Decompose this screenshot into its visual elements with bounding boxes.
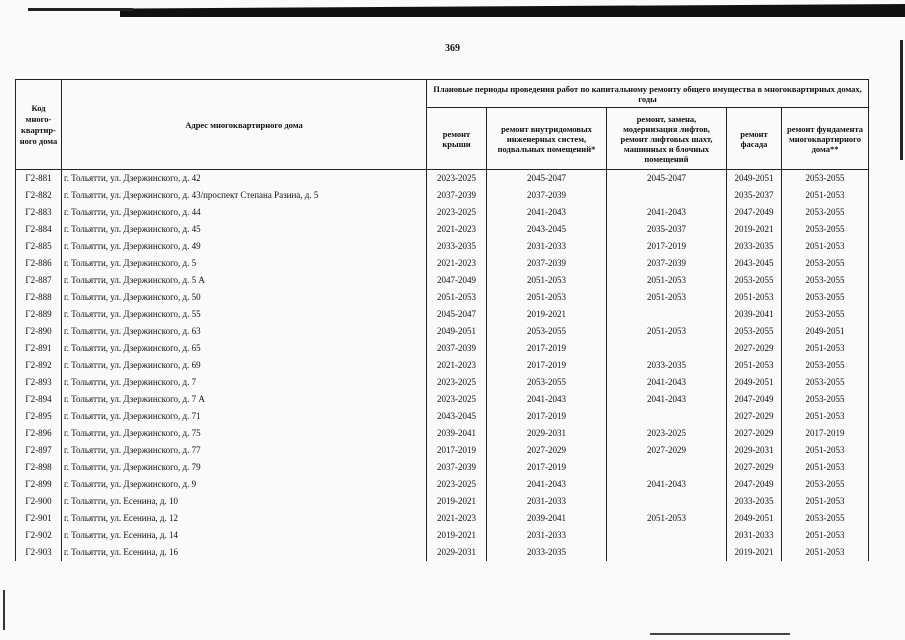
cell-foundation: 2017-2019 xyxy=(782,425,869,442)
scan-artifact-right-edge xyxy=(900,40,903,160)
cell-address: г. Тольятти, ул. Есенина, д. 12 xyxy=(62,510,427,527)
cell-facade: 2035-2037 xyxy=(727,187,782,204)
cell-facade: 2027-2029 xyxy=(727,340,782,357)
cell-address: г. Тольятти, ул. Дзержинского, д. 7 А xyxy=(62,391,427,408)
cell-roof: 2023-2025 xyxy=(427,374,487,391)
cell-engineering: 2037-2039 xyxy=(487,187,607,204)
cell-engineering: 2031-2033 xyxy=(487,238,607,255)
table-row xyxy=(16,459,869,476)
header-elevator: ремонт, замена, модернизация лифтов, ремонт лифтовых шахт, машинных и блочных помещений xyxy=(607,108,727,170)
cell-facade: 2051-2053 xyxy=(727,357,782,374)
table-row xyxy=(16,221,869,238)
cell-code: Г2-883 xyxy=(16,204,62,221)
cell-foundation: 2051-2053 xyxy=(782,493,869,510)
cell-code: Г2-888 xyxy=(16,289,62,306)
table-row xyxy=(16,204,869,221)
cell-code: Г2-884 xyxy=(16,221,62,238)
table-row xyxy=(16,306,869,323)
cell-foundation: 2053-2055 xyxy=(782,221,869,238)
cell-engineering: 2039-2041 xyxy=(487,510,607,527)
header-foundation: ремонт фундамента многоквартирного дома** xyxy=(782,108,869,170)
cell-facade: 2049-2051 xyxy=(727,510,782,527)
cell-address: г. Тольятти, ул. Дзержинского, д. 71 xyxy=(62,408,427,425)
cell-code: Г2-891 xyxy=(16,340,62,357)
cell-facade: 2029-2031 xyxy=(727,442,782,459)
cell-elevator: 2051-2053 xyxy=(607,289,727,306)
cell-code: Г2-896 xyxy=(16,425,62,442)
table-row xyxy=(16,442,869,459)
cell-engineering: 2017-2019 xyxy=(487,340,607,357)
cell-code: Г2-900 xyxy=(16,493,62,510)
cell-code: Г2-898 xyxy=(16,459,62,476)
cell-facade: 2047-2049 xyxy=(727,204,782,221)
cell-foundation: 2053-2055 xyxy=(782,357,869,374)
scan-artifact-left-edge xyxy=(3,590,5,630)
table-row xyxy=(16,340,869,357)
table-row xyxy=(16,476,869,493)
cell-engineering: 2041-2043 xyxy=(487,476,607,493)
cell-roof: 2023-2025 xyxy=(427,476,487,493)
cell-elevator xyxy=(607,459,727,476)
cell-facade: 2039-2041 xyxy=(727,306,782,323)
cell-code: Г2-881 xyxy=(16,170,62,188)
cell-engineering: 2045-2047 xyxy=(487,170,607,188)
cell-elevator xyxy=(607,340,727,357)
table-row xyxy=(16,289,869,306)
cell-roof: 2039-2041 xyxy=(427,425,487,442)
cell-elevator xyxy=(607,527,727,544)
cell-foundation: 2053-2055 xyxy=(782,289,869,306)
cell-roof: 2021-2023 xyxy=(427,357,487,374)
cell-roof: 2049-2051 xyxy=(427,323,487,340)
cell-roof: 2033-2035 xyxy=(427,238,487,255)
cell-code: Г2-901 xyxy=(16,510,62,527)
cell-roof: 2023-2025 xyxy=(427,170,487,188)
cell-code: Г2-889 xyxy=(16,306,62,323)
cell-elevator: 2051-2053 xyxy=(607,323,727,340)
cell-engineering: 2027-2029 xyxy=(487,442,607,459)
cell-foundation: 2051-2053 xyxy=(782,340,869,357)
cell-roof: 2029-2031 xyxy=(427,544,487,562)
cell-roof: 2037-2039 xyxy=(427,459,487,476)
cell-roof: 2023-2025 xyxy=(427,204,487,221)
capital-repair-table xyxy=(15,79,869,562)
cell-engineering: 2041-2043 xyxy=(487,204,607,221)
cell-foundation: 2051-2053 xyxy=(782,527,869,544)
cell-address: г. Тольятти, ул. Дзержинского, д. 7 xyxy=(62,374,427,391)
cell-address: г. Тольятти, ул. Дзержинского, д. 65 xyxy=(62,340,427,357)
cell-address: г. Тольятти, ул. Дзержинского, д. 63 xyxy=(62,323,427,340)
cell-foundation: 2051-2053 xyxy=(782,408,869,425)
cell-foundation: 2051-2053 xyxy=(782,238,869,255)
table-row xyxy=(16,408,869,425)
cell-roof: 2037-2039 xyxy=(427,187,487,204)
cell-code: Г2-882 xyxy=(16,187,62,204)
table-row xyxy=(16,391,869,408)
cell-facade: 2019-2021 xyxy=(727,544,782,562)
cell-foundation: 2053-2055 xyxy=(782,306,869,323)
cell-foundation: 2053-2055 xyxy=(782,272,869,289)
scan-artifact-left xyxy=(28,8,133,11)
cell-engineering: 2043-2045 xyxy=(487,221,607,238)
cell-address: г. Тольятти, ул. Дзержинского, д. 55 xyxy=(62,306,427,323)
header-code: Код много-квартир-ного дома xyxy=(16,80,62,170)
cell-elevator xyxy=(607,306,727,323)
cell-facade: 2031-2033 xyxy=(727,527,782,544)
cell-engineering: 2051-2053 xyxy=(487,289,607,306)
cell-code: Г2-899 xyxy=(16,476,62,493)
cell-address: г. Тольятти, ул. Дзержинского, д. 79 xyxy=(62,459,427,476)
cell-elevator: 2023-2025 xyxy=(607,425,727,442)
cell-facade: 2053-2055 xyxy=(727,272,782,289)
cell-address: г. Тольятти, ул. Дзержинского, д. 69 xyxy=(62,357,427,374)
table-row xyxy=(16,323,869,340)
cell-engineering: 2053-2055 xyxy=(487,374,607,391)
cell-facade: 2043-2045 xyxy=(727,255,782,272)
cell-address: г. Тольятти, ул. Дзержинского, д. 42 xyxy=(62,170,427,188)
cell-foundation: 2053-2055 xyxy=(782,374,869,391)
table-row xyxy=(16,425,869,442)
cell-roof: 2021-2023 xyxy=(427,255,487,272)
cell-foundation: 2051-2053 xyxy=(782,187,869,204)
cell-elevator: 2041-2043 xyxy=(607,204,727,221)
cell-elevator xyxy=(607,187,727,204)
cell-facade: 2027-2029 xyxy=(727,408,782,425)
cell-facade: 2019-2021 xyxy=(727,221,782,238)
table-row xyxy=(16,238,869,255)
cell-facade: 2027-2029 xyxy=(727,425,782,442)
cell-engineering: 2031-2033 xyxy=(487,527,607,544)
cell-roof: 2017-2019 xyxy=(427,442,487,459)
cell-engineering: 2017-2019 xyxy=(487,459,607,476)
cell-facade: 2051-2053 xyxy=(727,289,782,306)
cell-elevator: 2041-2043 xyxy=(607,391,727,408)
cell-engineering: 2017-2019 xyxy=(487,408,607,425)
cell-facade: 2047-2049 xyxy=(727,391,782,408)
table-row xyxy=(16,493,869,510)
cell-foundation: 2051-2053 xyxy=(782,459,869,476)
cell-code: Г2-885 xyxy=(16,238,62,255)
cell-foundation: 2053-2055 xyxy=(782,204,869,221)
cell-elevator: 2035-2037 xyxy=(607,221,727,238)
cell-roof: 2037-2039 xyxy=(427,340,487,357)
page-number: 369 xyxy=(445,43,460,54)
cell-foundation: 2051-2053 xyxy=(782,544,869,562)
cell-address: г. Тольятти, ул. Дзержинского, д. 50 xyxy=(62,289,427,306)
header-group: Плановые периоды проведения работ по капитальному ремонту общего имущества в многоквартирных домах, годы xyxy=(427,80,869,108)
cell-elevator xyxy=(607,544,727,562)
cell-engineering: 2037-2039 xyxy=(487,255,607,272)
cell-elevator: 2041-2043 xyxy=(607,476,727,493)
cell-code: Г2-903 xyxy=(16,544,62,562)
table-row xyxy=(16,187,869,204)
cell-code: Г2-892 xyxy=(16,357,62,374)
cell-address: г. Тольятти, ул. Дзержинского, д. 5 xyxy=(62,255,427,272)
table-row xyxy=(16,527,869,544)
cell-elevator: 2037-2039 xyxy=(607,255,727,272)
cell-facade: 2053-2055 xyxy=(727,323,782,340)
cell-engineering: 2041-2043 xyxy=(487,391,607,408)
cell-elevator xyxy=(607,493,727,510)
cell-address: г. Тольятти, ул. Есенина, д. 14 xyxy=(62,527,427,544)
cell-code: Г2-893 xyxy=(16,374,62,391)
cell-engineering: 2031-2033 xyxy=(487,493,607,510)
cell-facade: 2049-2051 xyxy=(727,374,782,391)
cell-engineering: 2033-2035 xyxy=(487,544,607,562)
cell-code: Г2-887 xyxy=(16,272,62,289)
cell-elevator: 2017-2019 xyxy=(607,238,727,255)
header-roof: ремонт крыши xyxy=(427,108,487,170)
cell-elevator: 2045-2047 xyxy=(607,170,727,188)
cell-elevator: 2051-2053 xyxy=(607,510,727,527)
cell-elevator xyxy=(607,408,727,425)
cell-foundation: 2053-2055 xyxy=(782,255,869,272)
scan-artifact-top xyxy=(120,4,905,17)
cell-code: Г2-894 xyxy=(16,391,62,408)
cell-facade: 2033-2035 xyxy=(727,493,782,510)
table-row xyxy=(16,374,869,391)
cell-facade: 2033-2035 xyxy=(727,238,782,255)
header-facade: ремонт фасада xyxy=(727,108,782,170)
cell-code: Г2-895 xyxy=(16,408,62,425)
cell-facade: 2027-2029 xyxy=(727,459,782,476)
cell-elevator: 2051-2053 xyxy=(607,272,727,289)
cell-facade: 2049-2051 xyxy=(727,170,782,188)
cell-code: Г2-890 xyxy=(16,323,62,340)
cell-roof: 2045-2047 xyxy=(427,306,487,323)
cell-address: г. Тольятти, ул. Дзержинского, д. 75 xyxy=(62,425,427,442)
cell-elevator: 2033-2035 xyxy=(607,357,727,374)
cell-address: г. Тольятти, ул. Дзержинского, д. 5 А xyxy=(62,272,427,289)
cell-address: г. Тольятти, ул. Дзержинского, д. 9 xyxy=(62,476,427,493)
table-body xyxy=(16,170,869,562)
cell-code: Г2-902 xyxy=(16,527,62,544)
cell-roof: 2051-2053 xyxy=(427,289,487,306)
cell-address: г. Тольятти, ул. Есенина, д. 10 xyxy=(62,493,427,510)
cell-address: г. Тольятти, ул. Дзержинского, д. 44 xyxy=(62,204,427,221)
cell-code: Г2-897 xyxy=(16,442,62,459)
cell-address: г. Тольятти, ул. Дзержинского, д. 43/проспект Степана Разина, д. 5 xyxy=(62,187,427,204)
header-address: Адрес многоквартирного дома xyxy=(62,80,427,170)
cell-address: г. Тольятти, ул. Дзержинского, д. 77 xyxy=(62,442,427,459)
cell-engineering: 2053-2055 xyxy=(487,323,607,340)
cell-roof: 2019-2021 xyxy=(427,493,487,510)
table-row xyxy=(16,255,869,272)
scan-artifact-bottom xyxy=(650,633,790,635)
cell-facade: 2047-2049 xyxy=(727,476,782,493)
cell-elevator: 2041-2043 xyxy=(607,374,727,391)
cell-roof: 2021-2023 xyxy=(427,510,487,527)
table-row xyxy=(16,170,869,188)
cell-engineering: 2029-2031 xyxy=(487,425,607,442)
cell-engineering: 2017-2019 xyxy=(487,357,607,374)
cell-address: г. Тольятти, ул. Дзержинского, д. 49 xyxy=(62,238,427,255)
cell-foundation: 2051-2053 xyxy=(782,442,869,459)
cell-foundation: 2053-2055 xyxy=(782,510,869,527)
table-row xyxy=(16,272,869,289)
cell-roof: 2023-2025 xyxy=(427,391,487,408)
cell-code: Г2-886 xyxy=(16,255,62,272)
header-engineering: ремонт внутридомовых инженерных систем, подвальных помещений* xyxy=(487,108,607,170)
cell-elevator: 2027-2029 xyxy=(607,442,727,459)
cell-foundation: 2053-2055 xyxy=(782,476,869,493)
cell-roof: 2047-2049 xyxy=(427,272,487,289)
cell-foundation: 2053-2055 xyxy=(782,170,869,188)
table-row xyxy=(16,510,869,527)
cell-engineering: 2019-2021 xyxy=(487,306,607,323)
cell-roof: 2043-2045 xyxy=(427,408,487,425)
cell-roof: 2019-2021 xyxy=(427,527,487,544)
table-row xyxy=(16,544,869,562)
table-row xyxy=(16,357,869,374)
cell-address: г. Тольятти, ул. Дзержинского, д. 45 xyxy=(62,221,427,238)
cell-foundation: 2049-2051 xyxy=(782,323,869,340)
cell-foundation: 2053-2055 xyxy=(782,391,869,408)
cell-address: г. Тольятти, ул. Есенина, д. 16 xyxy=(62,544,427,562)
cell-engineering: 2051-2053 xyxy=(487,272,607,289)
cell-roof: 2021-2023 xyxy=(427,221,487,238)
